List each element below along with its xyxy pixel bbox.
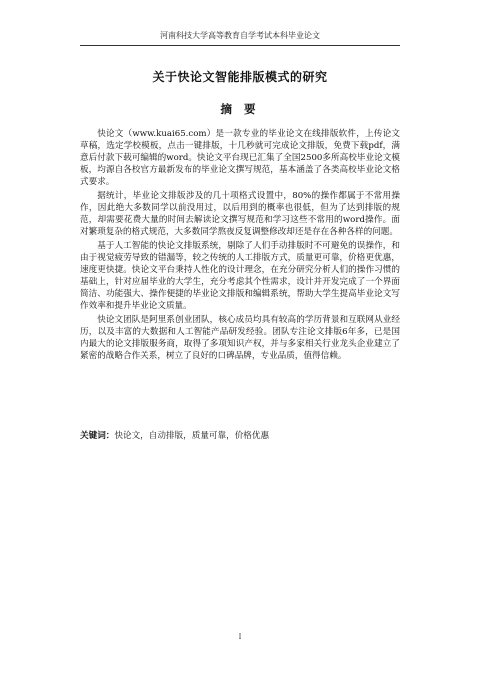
keywords-text: 快论文，自动排版，质量可靠，价格优惠 <box>114 431 270 441</box>
abstract-paragraph-2: 据统计，毕业论文排版涉及的几十项格式设置中，80%的操作都属于不常用操作，因此绝大多数同学以前没用过，以后用到的概率也很低，但为了达到排版的规范，却需要花费大量的时间去解读论文撰写规范和学习这些不常用的word操作。面对繁琐复杂的格式规范，大多数同学熬夜反复调整修改却还是存在各种各样的问题。 <box>80 191 400 237</box>
running-header <box>80 30 400 46</box>
abstract-heading: 摘 要 <box>220 102 260 116</box>
abstract-paragraph-4: 快论文团队是阿里系创业团队，核心成员均具有较高的学历背景和互联网从业经历，以及丰富的大数据和人工智能产品研发经验。团队专注论文排版6年多，已是国内最大的论文排版服务商，取得了多项知识产权，并与多家相关行业龙头企业建立了紧密的战略合作关系，树立了良好的口碑品牌，专业品质，值得信赖。 <box>80 315 400 361</box>
page-number: I <box>238 633 242 641</box>
abstract-paragraph-3: 基于人工智能的快论文排版系统，剔除了人们手动排版时不可避免的误操作，和由于视觉疲劳导致的错漏等，较之传统的人工排版方式，质量更可靠，价格更优惠，速度更快捷。快论文平台秉持人性化的设计理念，在充分研究分析人们的操作习惯的基础上，针对应届毕业的大学生，充分考虑其个性需求，设计并开发完成了一个界面简洁、功能强大、操作便捷的毕业论文排版和编辑系统，帮助大学生提高毕业论文写作效率和提升毕业论文质量。 <box>80 241 400 311</box>
paper-title: 关于快论文智能排版模式的研究 <box>152 70 328 84</box>
keywords-line <box>80 430 400 442</box>
keywords-label: 关键词： <box>80 431 115 441</box>
abstract-paragraph-1: 快论文（www.kuai65.com）是一款专业的毕业论文在线排版软件，上传论文草稿，选定学校模板，点击一键排版，十几秒就可完成论文排版，免费下载pdf，满意后付款下载可编辑的word。快论文平台现已汇集了全国2500多所高校毕业论文模板，均源自各校官方最新发布的毕业论文撰写规范，基本涵盖了各类高校毕业论文格式要求。 <box>80 129 400 187</box>
abstract-body <box>80 128 400 364</box>
running-header-text: 河南科技大学高等教育自学考试本科毕业论文 <box>160 31 320 40</box>
